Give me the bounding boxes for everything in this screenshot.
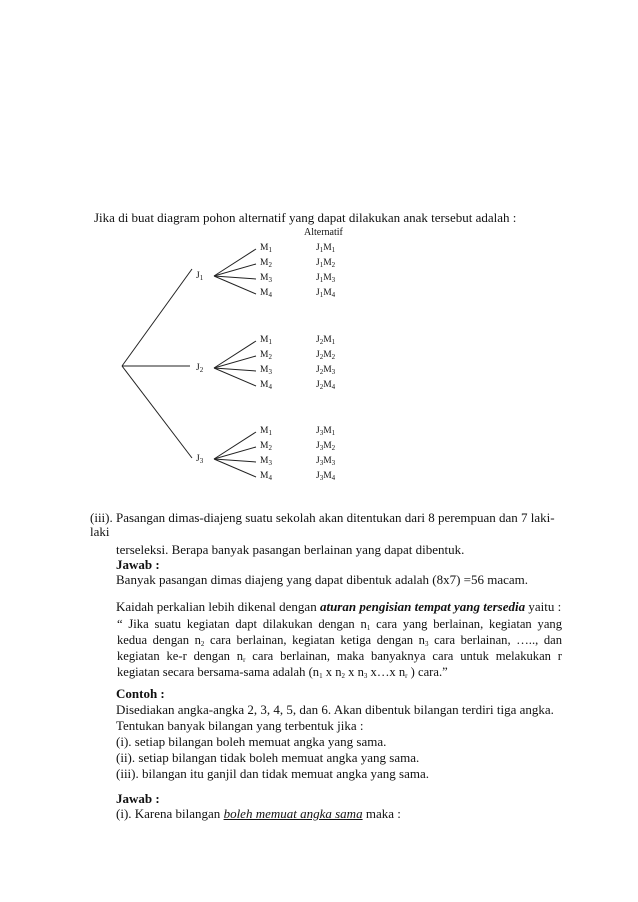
contoh-line-3: (i). setiap bilangan boleh memuat angka yang sama. [116, 734, 387, 749]
kaidah-line-1: “ Jika suatu kegiatan dapt dilakukan dengan $n_1$ cara yang berlainan, kegiatan yang [117, 617, 563, 632]
m-label: $M_3$ [260, 365, 272, 376]
result-label: $J_1M_3$ [316, 273, 336, 284]
result-label: $J_1M_2$ [316, 258, 336, 269]
result-label: $J_2M_4$ [316, 380, 336, 391]
tree-node-j3: $J_3$ [196, 454, 204, 465]
jawab-label: Jawab : [116, 557, 160, 572]
j2-branch-1 [214, 341, 256, 368]
contoh-line-2: Tentukan banyak bilangan yang terbentuk jika : [116, 718, 364, 733]
problem-line-1: (iii). Pasangan dimas-diajeng suatu sekolah akan ditentukan dari 8 perempuan dan 7 laki- [90, 510, 555, 525]
m-label: $M_1$ [260, 335, 272, 346]
j1-branch-1 [214, 249, 256, 276]
m-label: $M_2$ [260, 350, 272, 361]
j3-branch-2 [214, 447, 256, 459]
m-label: $M_4$ [260, 380, 272, 391]
j2-branch-2 [214, 356, 256, 368]
m-label: $M_3$ [260, 273, 272, 284]
m-label: $M_1$ [260, 426, 272, 437]
problem-line-2: laki [90, 524, 110, 539]
jawab2-line: (i). Karena bilangan boleh memuat angka sama maka : [116, 806, 401, 821]
tree-node-j1: $J_1$ [196, 271, 204, 282]
contoh-line-4: (ii). setiap bilangan tidak boleh memuat angka yang sama. [116, 750, 420, 765]
contoh-line-5: (iii). bilangan itu ganjil dan tidak memuat angka yang sama. [116, 766, 429, 781]
result-label: $J_1M_1$ [316, 243, 336, 254]
jawab2-label: Jawab : [116, 791, 160, 806]
root-branch-3 [122, 366, 192, 458]
j3-branch-1 [214, 432, 256, 459]
answer-text: Banyak pasangan dimas diajeng yang dapat dibentuk adalah (8x7) =56 macam. [116, 572, 529, 587]
result-label: $J_2M_2$ [316, 350, 336, 361]
kaidah-intro: Kaidah perkalian lebih dikenal dengan aturan pengisian tempat yang tersedia yaitu : [116, 599, 562, 614]
contoh-line-1: Disediakan angka-angka 2, 3, 4, 5, dan 6. Akan dibentuk bilangan terdiri tiga angka. [116, 702, 554, 717]
result-label: $J_3M_3$ [316, 456, 336, 467]
result-label: $J_2M_1$ [316, 335, 336, 346]
result-label: $J_3M_1$ [316, 426, 336, 437]
root-branch-1 [122, 269, 192, 366]
m-label: $M_2$ [260, 258, 272, 269]
m-label: $M_4$ [260, 471, 272, 482]
contoh-label: Contoh : [116, 686, 165, 701]
problem-line-3: terseleksi. Berapa banyak pasangan berlainan yang dapat dibentuk. [116, 542, 465, 557]
result-label: $J_3M_4$ [316, 471, 336, 482]
kaidah-quote [117, 616, 562, 680]
kaidah-emphasis: aturan pengisian tempat yang tersedia [319, 599, 526, 614]
result-label: $J_2M_3$ [316, 365, 336, 376]
kaidah-line-2: kedua dengan $n_2$ cara berlainan, kegiatan ketiga dengan $n_3$ cara berlainan, ….., dan [117, 633, 563, 648]
result-label: $J_3M_2$ [316, 441, 336, 452]
m-label: $M_1$ [260, 243, 272, 254]
jawab2-emphasis: boleh memuat angka sama [223, 806, 363, 821]
m-label: $M_4$ [260, 288, 272, 299]
result-label: $J_1M_4$ [316, 288, 336, 299]
m-label: $M_3$ [260, 456, 272, 467]
kaidah-line-3: kegiatan ke-r dengan $n_r$ cara berlainan, maka banyaknya cara untuk melakukan r [117, 649, 562, 664]
tree-node-j2: $J_2$ [196, 363, 204, 374]
intro-text: Jika di buat diagram pohon alternatif yang dapat dilakukan anak tersebut adalah : [94, 210, 517, 225]
j1-branch-2 [214, 264, 256, 276]
kaidah-line-4: kegiatan secara bersama-sama adalah ($n_1$ x $n_2$ x $n_3$ x…x $n_r$ ) cara.” [117, 665, 448, 680]
alternatif-header: Alternatif [304, 227, 343, 238]
m-label: $M_2$ [260, 441, 272, 452]
